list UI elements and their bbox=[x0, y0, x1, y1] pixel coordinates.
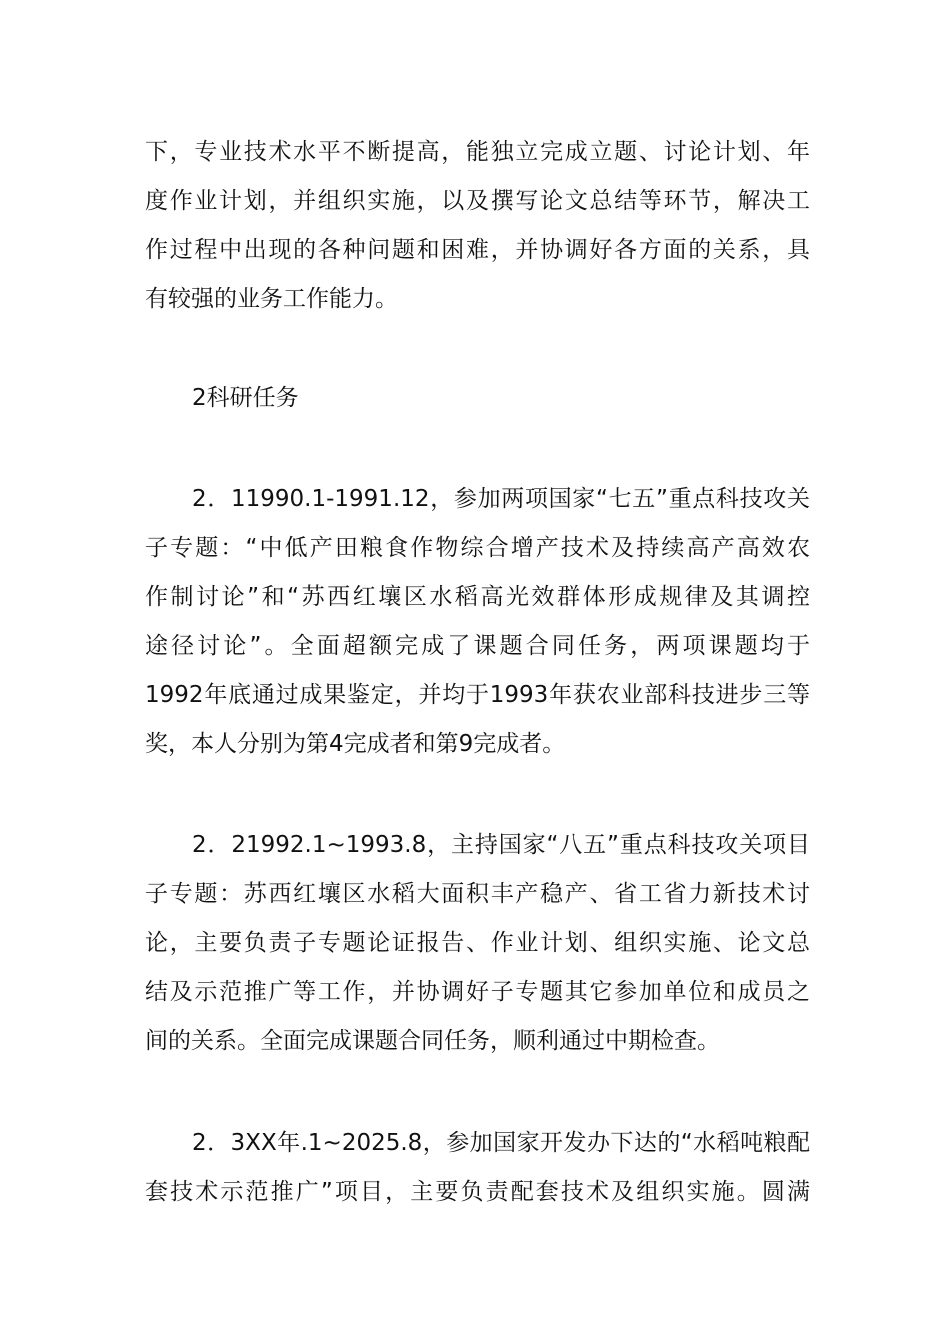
text-line: 度作业计划，并组织实施，以及撰写论文总结等环节，解决工 bbox=[145, 188, 810, 214]
text-line: 子专题：苏西红壤区水稻大面积丰产稳产、省工省力新技术讨 bbox=[145, 881, 810, 907]
text-line: 2．3XX年.1~2025.8，参加国家开发办下达的“水稻吨粮配 bbox=[192, 1130, 810, 1156]
text-line: 子专题：“中低产田粮食作物综合增产技术及持续高产高效农 bbox=[145, 535, 810, 561]
text-line: 1992年底通过成果鉴定，并均于1993年获农业部科技进步三等 bbox=[145, 682, 810, 708]
text-line: 论，主要负责子专题论证报告、作业计划、组织实施、论文总 bbox=[145, 930, 810, 956]
text-line: 2．21992.1~1993.8，主持国家“八五”重点科技攻关项目 bbox=[192, 832, 810, 858]
text-line: 作制讨论”和“苏西红壤区水稻高光效群体形成规律及其调控 bbox=[145, 584, 810, 610]
text-line: 间的关系。全面完成课题合同任务，顺利通过中期检查。 bbox=[145, 1028, 720, 1054]
text-line: 奖，本人分别为第4完成者和第9完成者。 bbox=[145, 731, 566, 757]
text-line: 套技术示范推广”项目，主要负责配套技术及组织实施。圆满 bbox=[145, 1179, 810, 1205]
text-line: 2．11990.1-1991.12，参加两项国家“七五”重点科技攻关 bbox=[192, 486, 810, 512]
text-line: 有较强的业务工作能力。 bbox=[145, 286, 398, 312]
text-line: 作过程中出现的各种问题和困难，并协调好各方面的关系，具 bbox=[145, 237, 810, 263]
section-heading: 2科研任务 bbox=[192, 385, 299, 411]
text-line: 结及示范推广等工作，并协调好子专题其它参加单位和成员之 bbox=[145, 979, 810, 1005]
text-line: 途径讨论”。全面超额完成了课题合同任务，两项课题均于 bbox=[145, 633, 810, 659]
text-line: 下，专业技术水平不断提高，能独立完成立题、讨论计划、年 bbox=[145, 139, 810, 165]
